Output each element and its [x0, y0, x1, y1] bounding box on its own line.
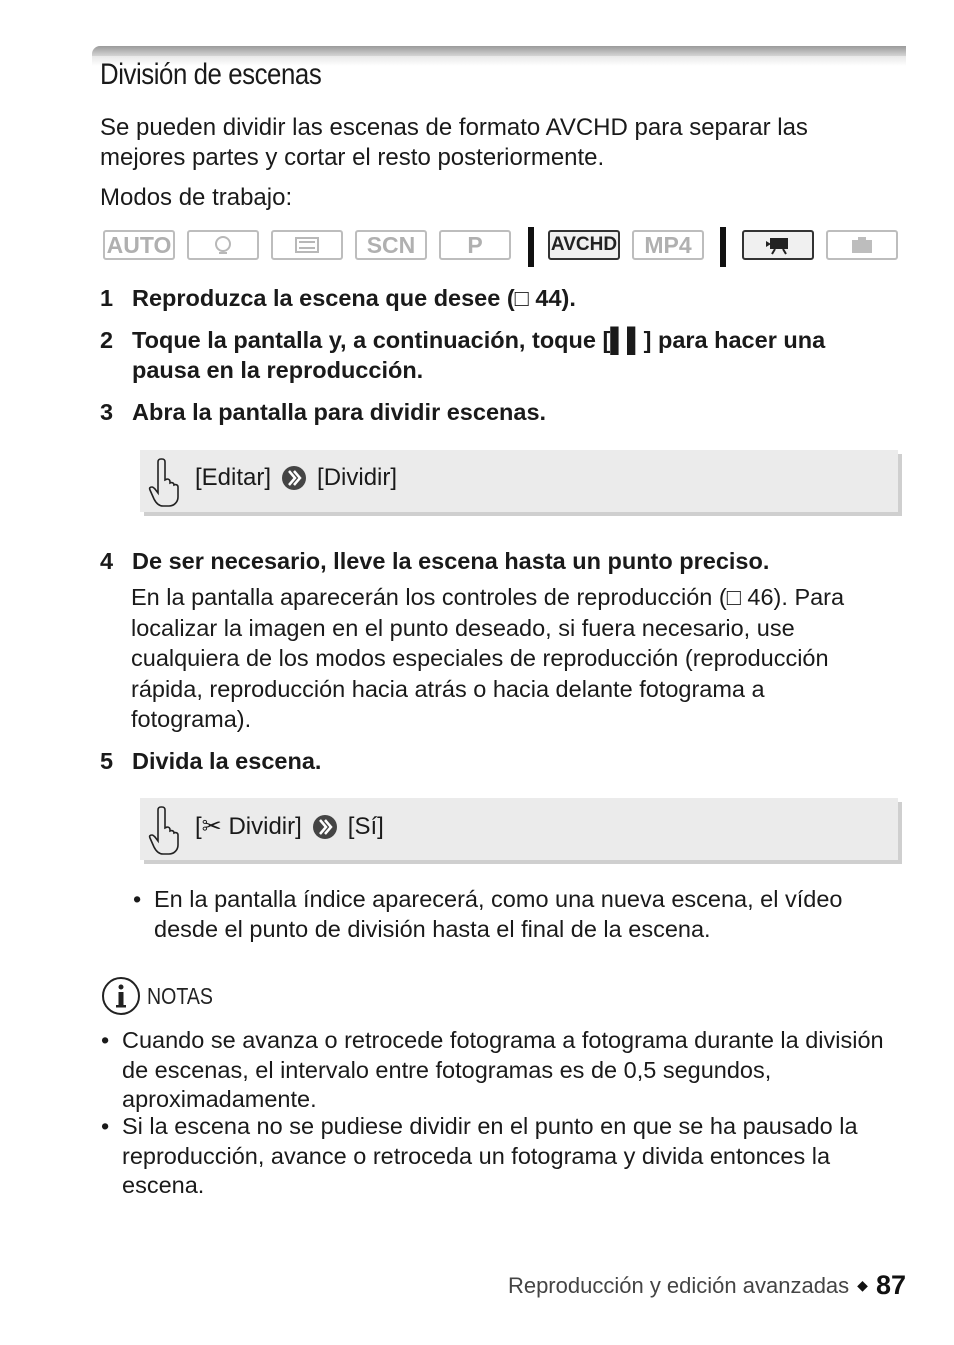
- page-footer: [508, 1270, 906, 1301]
- mode-separator: [720, 227, 726, 267]
- mode-p: P: [439, 230, 511, 260]
- chevron-right-icon: [281, 465, 307, 491]
- modes-label: Modos de trabajo:: [100, 184, 293, 211]
- menu-dividir: [Dividir]: [317, 464, 398, 491]
- touch-panel-split: [140, 798, 898, 860]
- step-4-body: En la pantalla aparecerán los controles de reproducción (□ 46). Para localizar la imagen en el punto deseado, si fuera necesario, use cualquiera de los modos especiales de reproducción (reproducción rápida, reproducción hacia atrás o hacia delante fotograma a fotograma).: [131, 584, 845, 732]
- info-icon: [101, 976, 141, 1016]
- mode-scn: SCN: [355, 230, 427, 260]
- intro-paragraph: Se pueden dividir las escenas de formato AVCHD para separar las mejores partes y cortar el resto posteriormente.: [100, 114, 808, 171]
- mode-auto: AUTO: [103, 230, 175, 260]
- menu-editar: [Editar]: [195, 464, 272, 491]
- footer-section: Reproducción y edición avanzadas: [507, 1272, 850, 1298]
- photo-playback-icon: [826, 230, 898, 260]
- menu-si: [Sí]: [347, 812, 384, 840]
- section-title: División de escenas: [100, 58, 322, 91]
- baby-mode-icon: [187, 230, 259, 260]
- diamond-icon: ◆: [857, 1277, 868, 1293]
- menu-split: [✂ Dividir]: [195, 813, 302, 840]
- cinema-mode-icon: [271, 230, 343, 260]
- mode-avchd: AVCHD: [548, 230, 620, 260]
- notes-header: [101, 976, 225, 1016]
- chevron-right-icon: [312, 814, 338, 840]
- mode-separator: [528, 227, 534, 267]
- mode-mp4: MP4: [632, 230, 704, 260]
- page-number: 87: [875, 1270, 906, 1300]
- notes-title: NOTAS: [147, 982, 213, 1009]
- touch-panel-edit: [140, 450, 898, 512]
- operating-modes: [103, 230, 903, 266]
- touch-hand-icon: [148, 456, 182, 508]
- touch-hand-icon: [148, 804, 182, 856]
- movie-playback-icon: [742, 230, 814, 260]
